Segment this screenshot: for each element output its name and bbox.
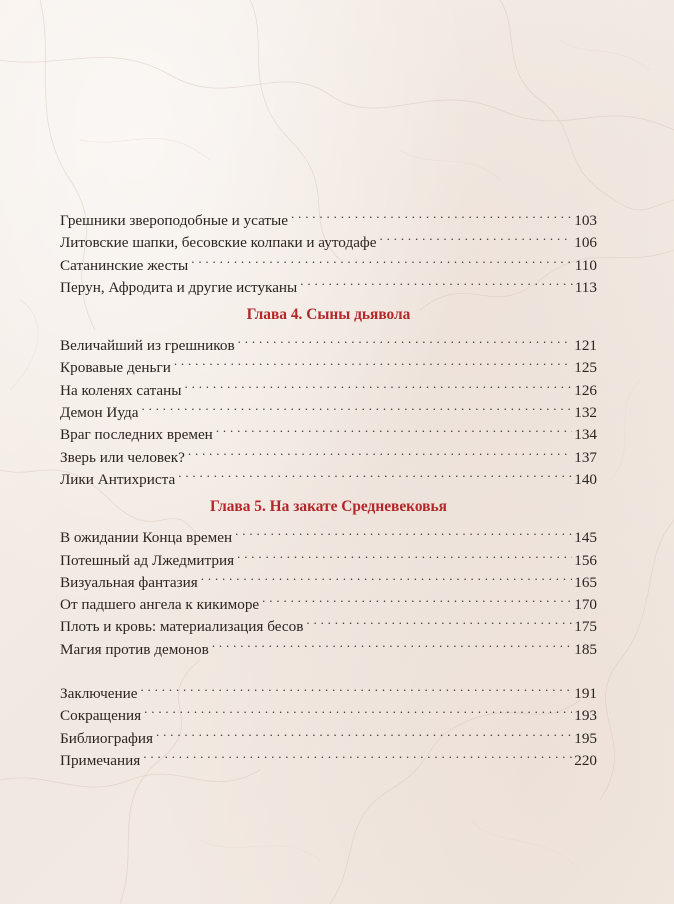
toc-entry-page: 137 <box>574 448 597 466</box>
toc-entry-page: 170 <box>574 596 597 614</box>
toc-leader-dots <box>201 565 572 587</box>
toc-entry-page: 140 <box>574 470 597 488</box>
toc-entry-page: 110 <box>574 256 597 274</box>
toc-entry-title: Сокращения <box>60 707 142 725</box>
table-of-contents <box>60 203 597 769</box>
toc-leader-dots <box>291 203 572 225</box>
toc-section-continuation <box>60 203 597 296</box>
toc-entry-title: Величайший из грешников <box>60 337 235 355</box>
toc-entry[interactable] <box>60 698 597 725</box>
toc-entry-page: 220 <box>574 751 597 769</box>
toc-section-chapter-5 <box>60 520 597 658</box>
toc-entry[interactable] <box>60 395 597 422</box>
toc-leader-dots <box>238 328 573 350</box>
toc-entry[interactable] <box>60 676 597 703</box>
toc-leader-dots <box>191 248 573 270</box>
toc-leader-dots <box>178 462 572 484</box>
toc-entry[interactable] <box>60 203 597 229</box>
toc-entry-title: В ожидании Конца времен <box>60 529 233 547</box>
toc-leader-dots <box>212 632 572 654</box>
toc-entry-page: 185 <box>574 640 597 658</box>
toc-entry[interactable] <box>60 328 597 355</box>
toc-entry-title: Грешники звероподобные и усатые <box>60 212 288 229</box>
toc-entry-page: 113 <box>574 278 597 296</box>
toc-leader-dots <box>144 698 572 720</box>
toc-entry-title: На коленях сатаны <box>60 381 182 399</box>
toc-entry-title: Примечания <box>60 751 141 769</box>
toc-entry-title: Кровавые деньги <box>60 359 171 377</box>
toc-leader-dots <box>174 350 572 372</box>
toc-entry-page: 126 <box>574 381 597 399</box>
toc-entry-page: 195 <box>574 729 597 747</box>
toc-entry-title: Зверь или человек? <box>60 448 185 466</box>
toc-section-back-matter <box>60 676 597 769</box>
toc-leader-dots <box>185 373 573 395</box>
toc-entry-page: 121 <box>574 337 597 355</box>
toc-entry-title: Сатанинские жесты <box>60 256 189 274</box>
chapter-heading-4[interactable]: Глава 4. Сыны дьявола <box>246 306 411 324</box>
toc-entry-page: 191 <box>574 685 597 703</box>
toc-entry-title: Потешный ад Лжедмитрия <box>60 551 235 569</box>
toc-entry-title: Литовские шапки, бесовские колпаки и аутодафе <box>60 234 377 252</box>
toc-entry-title: Плоть и кровь: материализация бесов <box>60 618 304 636</box>
toc-leader-dots <box>140 676 572 698</box>
toc-entry[interactable] <box>60 520 597 547</box>
toc-entry-page: 106 <box>574 234 597 252</box>
toc-leader-dots <box>143 743 572 765</box>
toc-leader-dots <box>237 543 572 565</box>
toc-entry-page: 175 <box>574 618 597 636</box>
toc-entry-title: Визуальная фантазия <box>60 573 198 591</box>
toc-entry-title: Перун, Афродита и другие истуканы <box>60 278 298 296</box>
toc-entry-page: 145 <box>574 529 597 547</box>
toc-leader-dots <box>235 520 572 542</box>
toc-entry-title: Лики Антихриста <box>60 470 176 488</box>
toc-section-chapter-4 <box>60 328 597 488</box>
toc-entry-page: 156 <box>574 551 597 569</box>
toc-entry-title: От падшего ангела к кикиморе <box>60 596 260 614</box>
toc-leader-dots <box>156 721 572 743</box>
toc-entry-page: 103 <box>574 212 597 229</box>
chapter-heading-5[interactable]: Глава 5. На закате Средневековья <box>210 498 447 516</box>
toc-entry-title: Магия против демонов <box>60 640 209 658</box>
toc-entry-page: 132 <box>574 404 597 422</box>
toc-leader-dots <box>300 270 573 292</box>
toc-entry-title: Демон Иуда <box>60 404 139 422</box>
toc-leader-dots <box>306 609 572 631</box>
toc-entry-title: Библиография <box>60 729 154 747</box>
toc-entry-page: 193 <box>574 707 597 725</box>
toc-entry-page: 165 <box>574 573 597 591</box>
toc-leader-dots <box>262 587 572 609</box>
toc-entry-title: Заключение <box>60 685 138 703</box>
toc-leader-dots <box>188 440 572 462</box>
toc-entry-page: 125 <box>574 359 597 377</box>
toc-leader-dots <box>216 417 572 439</box>
toc-entry-title: Враг последних времен <box>60 426 213 444</box>
toc-entry-page: 134 <box>574 426 597 444</box>
toc-leader-dots <box>380 225 573 247</box>
toc-leader-dots <box>142 395 573 417</box>
